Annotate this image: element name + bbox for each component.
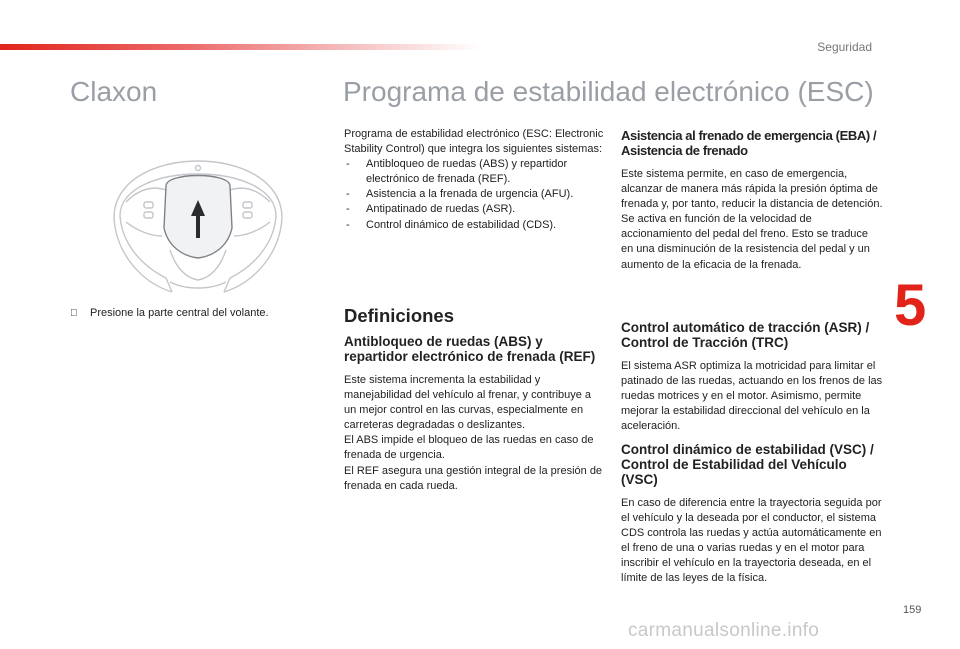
asr-block: [621, 320, 883, 434]
instruction-marker-icon: [70, 308, 90, 319]
esc-intro: Programa de estabilidad electrónico (ESC: Electronic Stability Control) que integra los siguientes sistemas:: [344, 128, 604, 156]
esc-title: Programa de estabilidad electrónico (ESC): [343, 76, 874, 107]
definitions-heading: Definiciones: [344, 305, 454, 326]
eba-text-2: Se activa en función de la velocidad de accionamiento del pedal del freno. Esto se traduce en una disminución de la resistencia del pedal y un aumento de la eficacia de la frenada.: [621, 213, 870, 271]
vsc-text: En caso de diferencia entre la trayectoria seguida por el vehículo y la deseada por el conductor, el sistema CDS controla las ruedas y actúa automáticamente en el freno de una o varias ruedas y en el motor para inscribir el vehículo en la trayectoria deseada, en el límite de las leyes de la física.: [621, 497, 882, 585]
abs-text-2: El ABS impide el bloqueo de las ruedas en caso de frenada de urgencia.: [344, 434, 594, 462]
esc-systems-list: [344, 157, 606, 232]
vsc-heading: Control dinámico de estabilidad (VSC) / Control de Estabilidad del Vehículo (VSC): [621, 442, 874, 487]
eba-block: [621, 128, 883, 273]
watermark: carmanualsonline.info: [628, 620, 820, 641]
abs-text-3: El REF asegura una gestión integral de la presión de frenada en cada rueda.: [344, 464, 603, 492]
chapter-number: 5: [894, 273, 927, 338]
list-item: - Asistencia a la frenada de urgencia (AFU).: [344, 187, 606, 202]
list-item: - Control dinámico de estabilidad (CDS).: [344, 218, 606, 233]
abs-block: [344, 334, 606, 494]
esc-intro-block: [344, 127, 606, 233]
eba-text: Este sistema permite, en caso de emergencia, alcanzar de manera más rápida la presión óptima de frenada y, por tanto, reducir la distancia de detención.: [621, 168, 883, 211]
claxon-instruction: Presione la parte central del volante.: [70, 307, 269, 319]
section-label: Seguridad: [817, 40, 872, 54]
asr-text: El sistema ASR optimiza la motricidad para limitar el patinado de las ruedas, actuando en los frenos de las ruedas motrices y en el motor. Asimismo, permite mejorar la estabilidad direccional del vehículo en la aceleración.: [621, 360, 883, 433]
steering-wheel-icon: [110, 132, 286, 294]
eba-heading: Asistencia al frenado de emergencia (EBA) / Asistencia de frenado: [621, 128, 877, 158]
abs-heading: Antibloqueo de ruedas (ABS) y repartidor electrónico de frenada (REF): [344, 334, 596, 364]
claxon-title: Claxon: [70, 76, 158, 107]
page-number: 159: [903, 604, 922, 616]
asr-heading: Control automático de tracción (ASR) / Control de Tracción (TRC): [621, 320, 870, 350]
vsc-block: [621, 442, 883, 587]
list-item: - Antipatinado de ruedas (ASR).: [344, 202, 606, 217]
list-item: - Antibloqueo de ruedas (ABS) y repartidor electrónico de frenada (REF).: [344, 157, 606, 187]
top-accent-bar: [0, 44, 480, 50]
abs-text: Este sistema incrementa la estabilidad y manejabilidad del vehículo al frenar, y contribuye a un mejor control en las curvas, especialmente en carreteras degradadas o deslizantes.: [344, 374, 592, 432]
